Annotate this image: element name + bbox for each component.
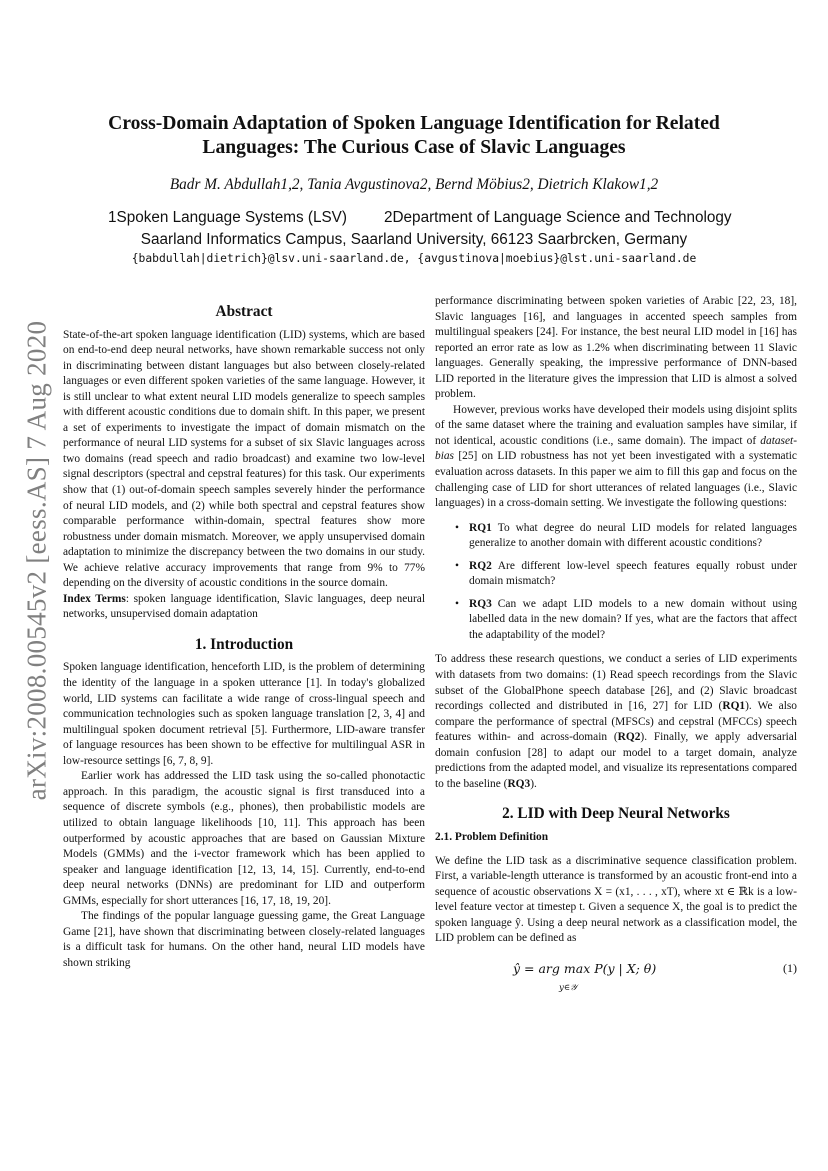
paragraph-text: To address these research questions, we conduct a series of LID experiments with datasets from two domains: (1) Read speech recordings from the Slavic subset of the GlobalPhone speech database [26], and (2) Slavic broadcast recordings collected and distributed in [16, 27] for LID ( — [435, 653, 797, 713]
rq-label: RQ1 — [469, 521, 492, 534]
equation-number: (1) — [783, 960, 797, 975]
paragraph-text: ). We also compare the performance of spectral (MFSCs) and cepstral (MFCCs) speech features within- and across-domain ( — [435, 700, 798, 744]
equation-1 — [435, 957, 797, 997]
problem-definition-paragraph: We define the LID task as a discriminative sequence classification problem. First, a variable-length utterance is transformed by an acoustic front-end into a sequence of acoustic observations X = (x1, . . . , xT), where xt ∈ ℝk is a low-level feature vector at timestep t. Given a sequence X, the goal is to predict the spoken language ŷ. Using a deep neural network as a classification model, the LID problem can be defined as — [435, 854, 797, 945]
rq-reference: RQ2 — [617, 731, 641, 744]
introduction-paragraph: Earlier work has addressed the LID task using the so-called phonotactic approach. In this paradigm, the acoustic signal is first transduced into a sequence of discrete symbols (e.g., phones), then probabilistic models are utilized to obtain language likelihoods [10, 11]. This approach has been outperformed by acoustic approaches that are based on Gaussian Mixture Models (GMMs) and the i-vector framework which has been applied to speaker and language identification [12, 13, 14, 15]. Currently, end-to-end deep neural networks (DNNs) are predominant for LID and outperform GMMs, especially for short utterances [16, 17, 18, 19, 20]. — [63, 770, 425, 907]
title-line-1: Cross-Domain Adaptation of Spoken Language Identification for Related — [108, 113, 720, 134]
introduction-paragraph — [435, 403, 797, 512]
research-questions-list — [435, 521, 797, 644]
paper-title — [90, 112, 738, 160]
abstract-text: State-of-the-art spoken language identification (LID) systems, which are based on end-to-end deep neural networks, have shown remarkable success not only in discriminating between distant languages but also between closely-related languages or even different spoken varieties of the same language. However, it is still unclear to what extent neural LID models generalize to speech samples with different acoustic conditions due to domain shift. In this paper, we present a set of experiments to investigate the impact of domain mismatch on the performance of neural LID systems for a subset of six Slavic languages across two domains (read speech and radio broadcast) and examine two low-level signal descriptors (spectral and cepstral features) for this task. Our experiments show that (1) out-of-domain speech samples severely hinder the performance of neural LID models, and (2) while both spectral and cepstral features show comparable performance within-domain, spectral features show more robustness under domain mismatch. Moreover, we apply unsupervised domain adaptation to minimize the discrepancy between the two domains in our study. We achieve relative accuracy improvements that range from 9% to 77% depending on the diversity of acoustic conditions in the source domain. — [63, 328, 425, 590]
introduction-heading: 1. Introduction — [194, 635, 294, 653]
equation-subscript: y∈𝒴 — [559, 982, 577, 993]
rq-label: RQ2 — [469, 559, 492, 572]
rq-label: RQ3 — [469, 597, 492, 610]
author-list: Badr M. Abdullah1,2, Tania Avgustinova2, Bernd Möbius2, Dietrich Klakow1,2 — [169, 176, 659, 193]
section2-heading: 2. LID with Deep Neural Networks — [502, 805, 730, 823]
index-terms — [63, 592, 425, 623]
paragraph-text: ). Finally, we apply adversarial domain confusion [28] to adapt our model to a target domain, analyze predictions from the adapted model, and visualize its representations compared to the baseline ( — [435, 731, 797, 790]
rq-text: Can we adapt LID models to a new domain without using labelled data in the new domain? If yes, what are the factors that affect the adaptability of the model? — [469, 597, 797, 641]
paragraph-text: ). — [530, 777, 537, 790]
research-question-item — [435, 597, 797, 644]
index-terms-label: Index Terms — [63, 592, 126, 605]
research-question-item — [435, 559, 797, 590]
index-terms-text: : spoken language identification, Slavic languages, deep neural networks, unsupervised domain adaptation — [63, 592, 425, 621]
introduction-paragraph: The findings of the popular language guessing game, the Great Language Game [21], have shown that discriminating between closely-related languages is a difficult task for humans. On the other hand, neural LID models have shown striking — [63, 910, 425, 969]
abstract-heading: Abstract — [215, 303, 273, 320]
paragraph-text: [25] on LID robustness has not yet been investigated with a systematic evaluation across datasets. In this paper we aim to fill this gap and focus on the challenging case of LID for short utterances of related languages (i.e., Slavic languages) in a cross-domain setting. We investigate the following questions: — [435, 450, 797, 510]
research-question-item — [435, 521, 797, 552]
arxiv-identifier-stamp — [12, 250, 62, 870]
author-emails: {babdullah|dietrich}@lsv.uni-saarland.de, {avgustinova|moebius}@lst.uni-saarland.de — [131, 252, 697, 265]
introduction-paragraph — [435, 652, 797, 792]
dataset-bias-term: dataset-bias — [435, 434, 797, 463]
affiliation-lsv: 1Spoken Language Systems (LSV) — [108, 209, 347, 226]
equation-expression: ŷ = arg max P(y | X; θ) — [513, 960, 657, 976]
title-line-2: Languages: The Curious Case of Slavic Languages — [202, 137, 626, 158]
introduction-paragraph: performance discriminating between spoken varieties of Arabic [22, 23, 18], Slavic languages [16], and languages in accented speech samples from multilingual speakers [24]. For instance, the best neural LID model in [16] has reported an error rate as low as 1.2% when discriminating between 11 Slavic languages. Generally speaking, the impressive performance of DNN-based LID reported in the literature gives the impression that LID is almost a solved problem. — [435, 295, 797, 401]
arxiv-identifier-text: arXiv:2008.00545v2 [eess.AS] 7 Aug 2020 — [21, 320, 52, 800]
right-column — [435, 294, 797, 997]
affiliation-lst: 2Department of Language Science and Technology — [384, 209, 732, 226]
rq-text: Are different low-level speech features equally robust under domain mismatch? — [469, 559, 797, 588]
rq-reference: RQ1 — [722, 700, 746, 713]
paragraph-text: However, previous works have developed their models using disjoint splits of the same dataset where the training and evaluation samples have similar, if not identical, acoustic conditions (i.e., same domain). The impact of — [435, 403, 797, 447]
left-column — [63, 290, 425, 971]
affiliation-campus: Saarland Informatics Campus, Saarland University, 66123 Saarbrcken, Germany — [140, 231, 688, 248]
rq-text: To what degree do neural LID models for related languages generalize to another domain with different acoustic conditions? — [469, 521, 797, 550]
problem-definition-heading: 2.1. Problem Definition — [435, 830, 549, 843]
introduction-paragraph: Spoken language identification, henceforth LID, is the problem of determining the identity of the language in a spoken utterance [1]. In today's globalized world, LID systems can facilitate a wide range of cross-lingual speech and communication technologies such as spoken language translation [2, 3, 4] and multilingual spoken document retrieval [5]. Furthermore, LID-aware transfer of language resources has been shown to be effective for multilingual ASR in low-resource settings [6, 7, 8, 9]. — [63, 661, 425, 767]
rq-reference: RQ3 — [507, 777, 531, 790]
